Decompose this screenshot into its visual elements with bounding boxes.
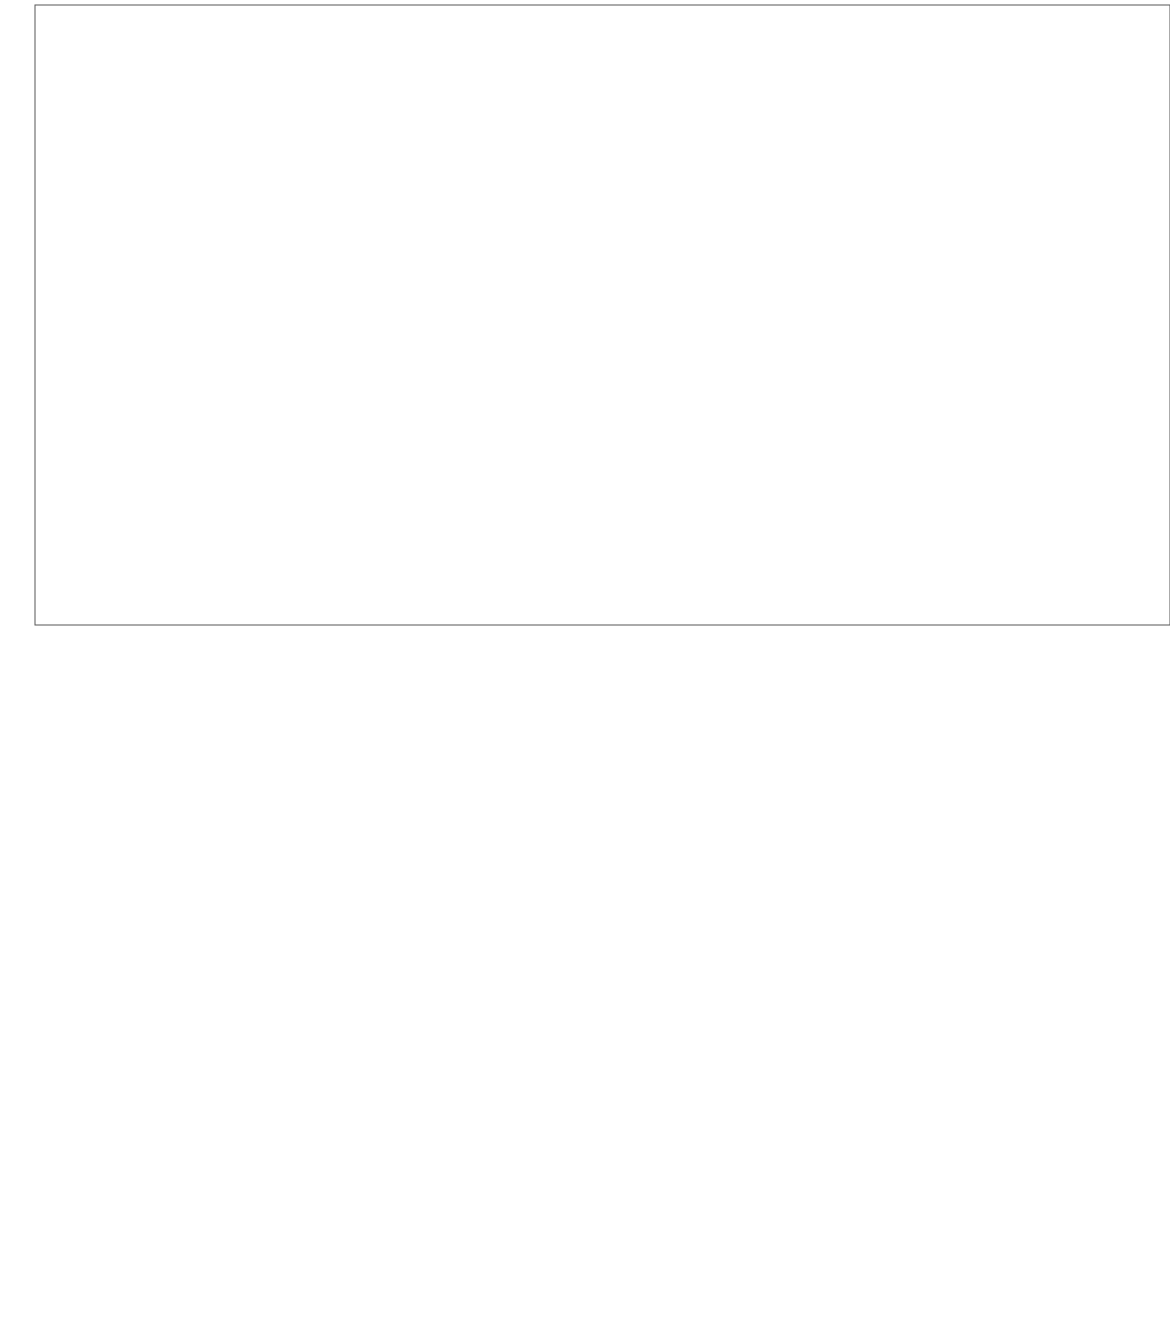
plot-frame: [35, 5, 1170, 625]
chromatogram-chart: [0, 0, 1170, 630]
